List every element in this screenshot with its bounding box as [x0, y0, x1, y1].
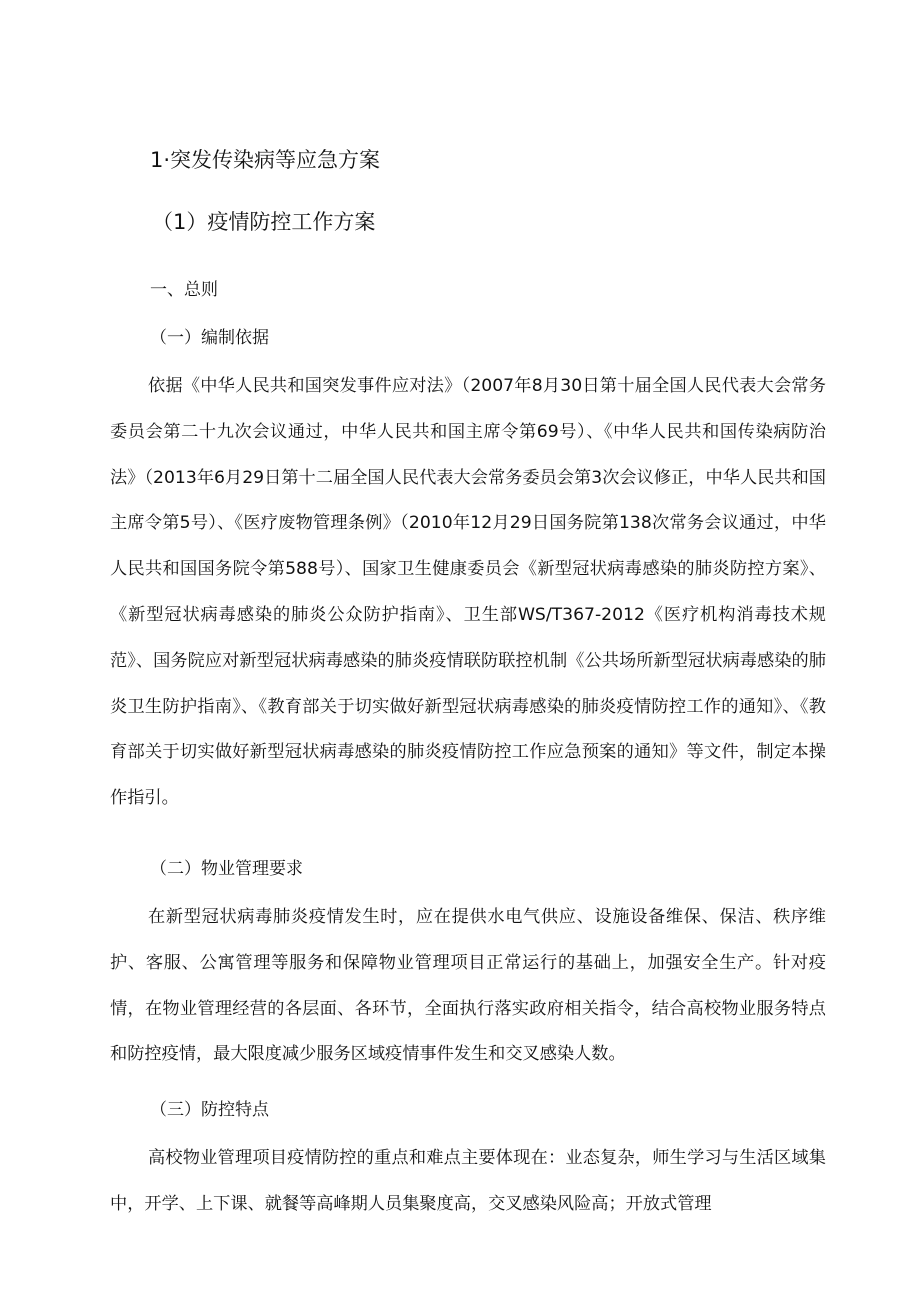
- property-requirements-paragraph: 在新型冠状病毒肺炎疫情发生时，应在提供水电气供应、设施设备维保、保洁、秩序维护、客服、公寓管理等服务和保障物业管理项目正常运行的基础上，加强安全生产。针对疫情，在物业管理经营的各层面、各环节，全面执行落实政府相关指令，结合高校物业服务特点和防控疫情，最大限度减少服务区域疫情事件发生和交叉感染人数。: [110, 907, 826, 1065]
- sub-heading: （1）疫情防控工作方案: [152, 210, 376, 234]
- features-paragraph: 高校物业管理项目疫情防控的重点和难点主要体现在：业态复杂，师生学习与生活区域集中，开学、上下课、就餐等高峰期人员集聚度高，交叉感染风险高；开放式管理: [110, 1148, 826, 1214]
- basis-title: （一）编制依据: [150, 328, 269, 348]
- property-requirements-title: （二）物业管理要求: [150, 859, 303, 879]
- features-title: （三）防控特点: [150, 1100, 269, 1120]
- basis-paragraph: 依据《中华人民共和国突发事件应对法》（2007年8月30日第十届全国人民代表大会常务委员会第二十九次会议通过，中华人民共和国主席令第69号）、《中华人民共和国传染病防治法》（2013年6月29日第十二届全国人民代表大会常务委员会第3次会议修正，中华人民共和国主席令第5号）、《医疗废物管理条例》（2010年12月29日国务院第138次常务会议通过，中华人民共和国国务院令第588号）、国家卫生健康委员会《新型冠状病毒感染的肺炎防控方案》、《新型冠状病毒感染的肺炎公众防护指南》、卫生部WS/T367-2012《医疗机构消毒技术规范》、国务院应对新型冠状病毒感染的肺炎疫情联防联控机制《公共场所新型冠状病毒感染的肺炎卫生防护指南》、《教育部关于切实做好新型冠状病毒感染的肺炎疫情防控工作的通知》、《教育部关于切实做好新型冠状病毒感染的肺炎疫情防控工作应急预案的通知》等文件，制定本操作指引。: [110, 376, 826, 809]
- main-heading: 1·突发传染病等应急方案: [150, 148, 381, 172]
- section-general-title: 一、总则: [150, 280, 218, 300]
